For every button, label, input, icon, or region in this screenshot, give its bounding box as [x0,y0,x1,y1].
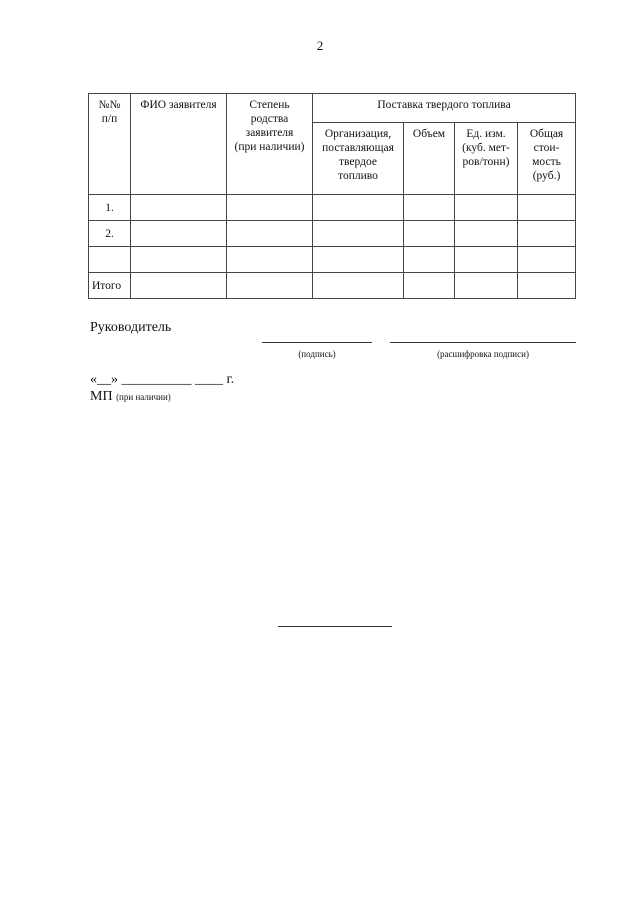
row-number [89,247,131,273]
header-unit: Ед. изм. (куб. мет- ров/тонн) [455,123,518,195]
stamp-note: (при наличии) [116,392,171,402]
cell-volume[interactable] [404,247,455,273]
header-applicant-name: ФИО заявителя [131,94,227,195]
cell-unit[interactable] [455,195,518,221]
cell-kinship[interactable] [227,195,313,221]
cell-cost[interactable] [518,247,576,273]
header-number: №№ п/п [89,94,131,195]
cell-cost[interactable] [518,221,576,247]
page-number: 2 [316,38,324,53]
row-number: 2. [89,221,131,247]
row-number: 1. [89,195,131,221]
header-total-cost: Общая стои- мость (руб.) [518,123,576,195]
cell-fio[interactable] [131,273,227,299]
cell-fio[interactable] [131,247,227,273]
stamp-line [90,389,171,405]
signature-caption: (подпись) [298,349,336,359]
signature-decoding-caption: (расшифровка подписи) [437,349,529,359]
table-row [89,195,576,221]
cell-unit[interactable] [455,247,518,273]
cell-org[interactable] [313,273,404,299]
cell-volume[interactable] [404,221,455,247]
table-row [89,247,576,273]
table-row [89,221,576,247]
cell-unit[interactable] [455,221,518,247]
total-row [89,273,576,299]
cell-unit[interactable] [455,273,518,299]
cell-org[interactable] [313,195,404,221]
cell-kinship[interactable] [227,247,313,273]
stamp-label: МП [90,389,113,404]
cell-volume[interactable] [404,273,455,299]
cell-fio[interactable] [131,221,227,247]
date-line: «__» __________ ____ г. [90,372,235,387]
cell-volume[interactable] [404,195,455,221]
cell-kinship[interactable] [227,221,313,247]
header-supplier-org: Организация, поставляющая твердое топливо [313,123,404,195]
header-kinship: Степень родства заявителя (при наличии) [227,94,313,195]
cell-kinship[interactable] [227,273,313,299]
footer-divider [278,626,392,627]
cell-org[interactable] [313,221,404,247]
signature-line[interactable] [262,342,372,343]
signature-decoding-line[interactable] [390,342,576,343]
total-label: Итого [89,273,131,299]
cell-cost[interactable] [518,195,576,221]
cell-fio[interactable] [131,195,227,221]
leader-label: Руководитель [90,320,172,335]
fuel-supply-table [88,93,576,299]
header-volume: Объем [404,123,455,195]
header-fuel-supply: Поставка твердого топлива [313,94,576,123]
cell-cost[interactable] [518,273,576,299]
cell-org[interactable] [313,247,404,273]
